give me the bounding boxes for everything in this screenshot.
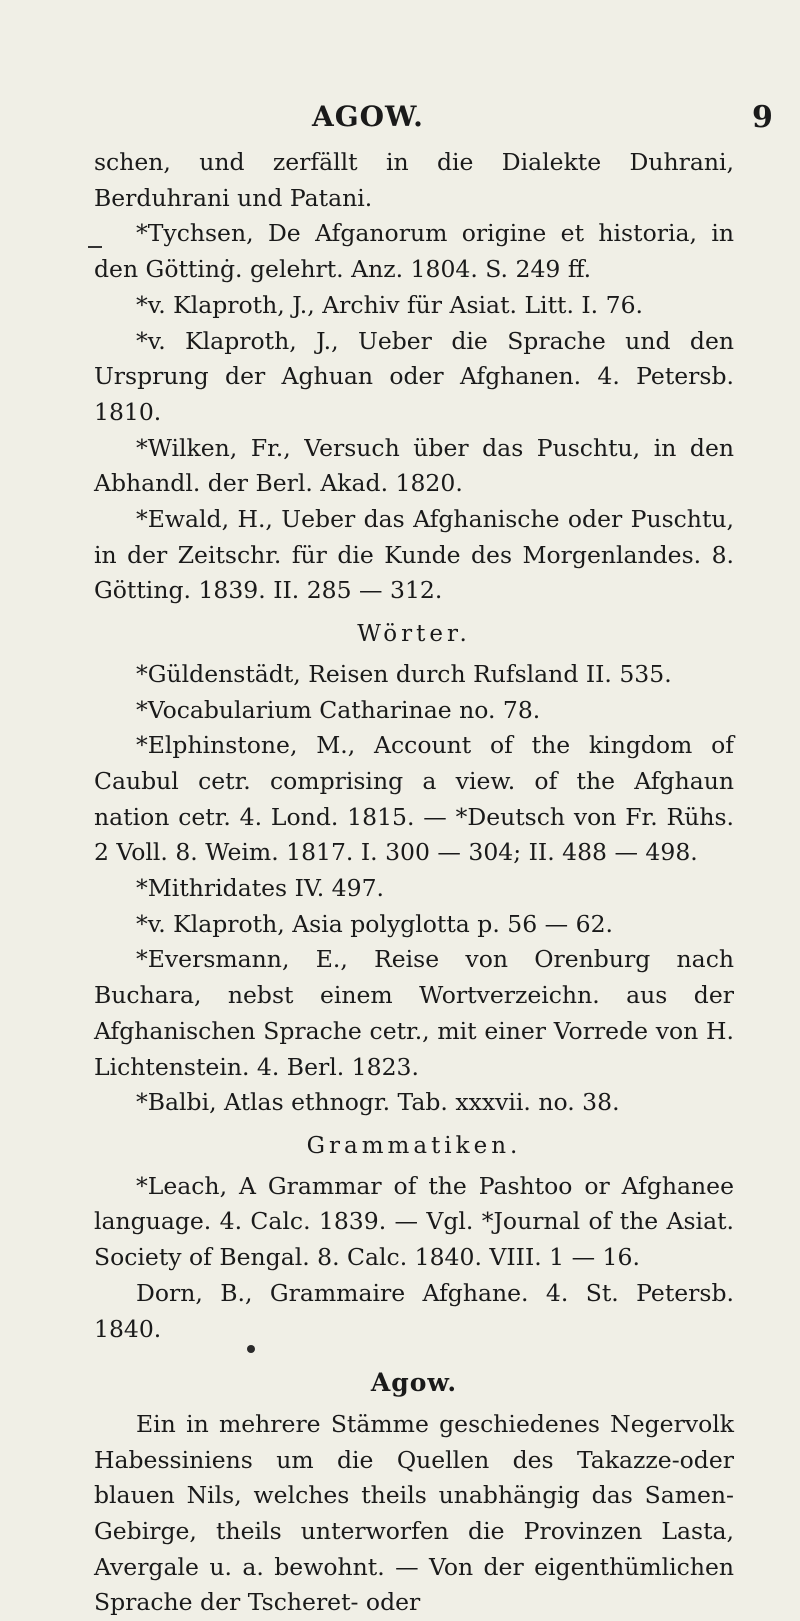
bibliography-entry-leach: *Leach, A Grammar of the Pashtoo or Afghanee language. 4. Calc. 1839. — Vgl. *Journal of the Asiat. Society of Bengal. 8. Calc. 1840. VIII. 1 — 16. <box>94 1171 734 1272</box>
running-title: AGOW. <box>312 100 424 133</box>
bibliography-entry-klaproth-archiv: *v. Klaproth, J., Archiv für Asiat. Litt. I. 76. <box>136 290 643 319</box>
bibliography-entry-tychsen: *Tychsen, De Afganorum origine et historia, in den Göttinġ. gelehrt. Anz. 1804. S. 249 ff. <box>94 219 734 284</box>
bibliography-entry-balbi: *Balbi, Atlas ethnogr. Tab. xxxvii. no. 38. <box>136 1088 620 1117</box>
running-head <box>0 100 800 140</box>
paragraph-agow: Ein in mehrere Stämme geschiedenes Negervolk Habessiniens um die Quellen des Takazze-oder blauen Nils, welches theils unabhängig das Samen-Gebirge, theils unterworfen die Provinzen Lasta, Avergale u. a. bewohnt. — Von der eigenthümlichen Sprache der Tscheret- oder <box>94 1409 734 1617</box>
page-number: 9 <box>752 100 773 135</box>
bibliography-entry-ewald: *Ewald, H., Ueber das Afghanische oder Puschtu, in der Zeitschr. für die Kunde des Morgenlandes. 8. Götting. 1839. II. 285 — 312. <box>94 505 734 605</box>
section-heading-woerter: Wörter. <box>357 621 471 648</box>
bibliography-entry-vocabularium: *Vocabularium Catharinae no. 78. <box>136 695 541 724</box>
bibliography-entry-gueldenstaedt: *Güldenstädt, Reisen durch Rufsland II. 535. <box>136 659 672 688</box>
bibliography-entry-elphinstone: *Elphinstone, M., Account of the kingdom of Caubul cetr. comprising a view. of the Afghaun nation cetr. 4. Lond. 1815. — *Deutsch von Fr. Rühs. 2 Voll. 8. Weim. 1817. I. 300 — 304; II. 488 — 498. <box>94 731 734 867</box>
body-text <box>94 145 734 1621</box>
bibliography-entry-wilken: *Wilken, Fr., Versuch über das Puschtu, in den Abhandl. der Berl. Akad. 1820. <box>94 433 734 498</box>
bibliography-entry-mithridates: *Mithridates IV. 497. <box>136 874 385 903</box>
ink-dot <box>247 1345 255 1353</box>
paragraph-continuation: schen, und zerfällt in die Dialekte Duhrani, Berduhrani und Patani. <box>94 148 734 212</box>
section-heading-grammatiken: Grammatiken. <box>306 1132 522 1159</box>
bibliography-entry-dorn: Dorn, B., Grammaire Afghane. 4. St. Petersb. 1840. <box>94 1278 734 1343</box>
bibliography-entry-eversmann: *Eversmann, E., Reise von Orenburg nach Buchara, nebst einem Wortverzeichn. aus der Afghanischen Sprache cetr., mit einer Vorrede von H. Lichtenstein. 4. Berl. 1823. <box>94 945 734 1081</box>
bibliography-entry-klaproth-asia: *v. Klaproth, Asia polyglotta p. 56 — 62. <box>136 909 613 938</box>
entry-heading-agow: Agow. <box>370 1368 458 1398</box>
bibliography-entry-klaproth-sprache: *v. Klaproth, J., Ueber die Sprache und den Ursprung der Aghuan oder Afghanen. 4. Petersb. 1810. <box>94 326 734 426</box>
